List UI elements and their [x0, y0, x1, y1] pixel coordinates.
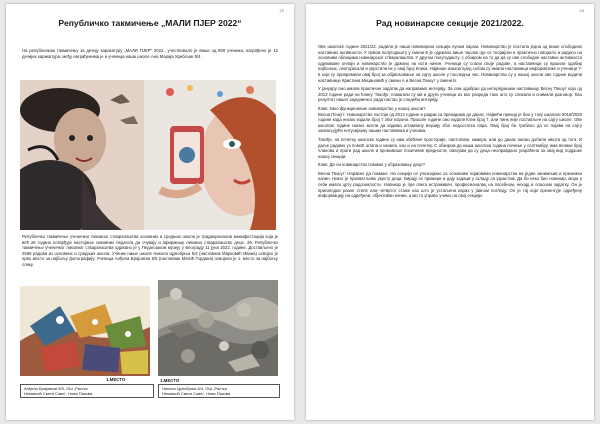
caption-1-line-2: Немањић Свети Сава“, Нова Пазова	[24, 391, 93, 396]
question-2: Клик: Да ли новинарство помаже у образовању деце?	[318, 162, 425, 168]
contest-paragraph: Републичко такмичење ученичког ликовног стваралаштва основних и средњих школа је традиционална манифестација која је већ 26 година потврђује настојање ликовних педагога да очувају и афирмишу ликовно стваралаштво деце. 26. Републичко такмичење ученичког ликовног стваралаштва одржано је у Педагошком музеју у Београду 11 јуна 2022. године. Достављено је 2566 радова из основних и средњих школа. Ученик наше школе Никола Црнобрња 5/4 (наставник Марковић Ивана) освојио је прво место за најбољу фотографију. Ученица Анђела Брајовски 5/5 (наставник Матић Гордана) освојила је 1. место за најбољу слику.	[22, 234, 278, 267]
winning-painting	[20, 286, 150, 376]
caption-2-line-1: Никола Црнобрња 5/4, ОШ „Растко	[162, 386, 228, 391]
question-1: Клик: Како функционише новинарство у нашој школи?	[318, 105, 426, 111]
page-title: Републичко такмичење „МАЛИ ПЈЕР 2022“	[58, 18, 242, 28]
answer-2: Весна Пешут: Наравно да помаже. На секцији се упознајемо са основним појмовима новинарства на један занимљив и приземан начин. Никог је прихватљиво укрсту деци. Бирају се примери и дају задаци у складу са узрастом. Да би неко био новинар, мора у себи имати црту радозналости. Новинар је пре свега истраживач, професионалац на посебном, нехајд и опасном задатку. Он је прилагодио разне стиле или четвртог стаже као што је устаљени израз у јавном погледу. Он је тај који презентује одређену информацију на одређени, објективан начин, а ми то управо учимо на овој секцији.	[318, 170, 582, 199]
answer-1-continued: Такође, на почетку школске године су нам обећане просторије, лаптопови, камера, али до данас нисмо добили ништа од тога. И даље радимо уз помоћ штапа и канапа, као и на почетку. С обзиром да наша школска година почиње у септембру, има велики број чланова и прати рад школе и промовише позитивне вредности, сматрам да су деца неоправдано ускраћена за овај вид подршке нашој секцији.	[318, 136, 582, 159]
caption-1-title: 1.МЕСТО	[106, 377, 126, 382]
right-page	[306, 4, 594, 420]
winning-photograph	[158, 280, 278, 376]
intro-paragraph: На републичком такмичењу за дечију карикатуру „МАЛИ ПЈЕР“ 2022., учествовало је више од 800 ученика, награђено је 12 дечијих карикатура, међу награђенима је и ученица наше школе Ана Марија Хрибљан 8/4 .	[22, 48, 278, 59]
page-number: 23	[579, 8, 584, 13]
caption-1-line-1: Анђела Брајовски 5/5, ОШ „Растко	[24, 386, 88, 391]
caricature-artwork	[20, 80, 276, 230]
left-page	[6, 4, 294, 420]
answer-1: Весна Пешут: Новинарство постоји од 2013 године и радим са прекидима до данас. Највећи прекид је био у току школске 2019/2020 године када нисмо издали број 7 због корона. Прошле године смо издали Клик број 7, али линк није постављен на сајту школе. Ове школске године нисмо могли да издамо штампану верзију због недостатка пара. Овај број би требало да се појави на сајту захваљујући ентузијазму наших наставника и ученика.	[318, 111, 582, 134]
photo-icon	[158, 280, 278, 376]
caption-2-line-2: Немањић Свети Сава“, Нова Пазова	[162, 391, 231, 396]
caption-2-title: 1.МЕСТО	[160, 378, 180, 383]
caption-2	[158, 384, 280, 398]
paragraph-2: У јануару смо имали практичан задатак да направимо интервју. За сам одабрао да интервјуишем наставницу Весну Пешут која од 2013 године ради на Клику. Такође, помагали су ми и други ученици из мог разреда тако што су сликали и снимали разговор. Као резултат нашег заједничког рада настао је следећи интервју.	[318, 86, 582, 103]
page-title: Рад новинарске секције 2021/2022.	[376, 18, 524, 28]
article-body	[318, 44, 582, 199]
paragraph-1: Ове школске године 2021/22. радила је наша новинарска секција пуном паром. Новинарство је постала једна од више слободних наставних активности. У првом полугодишту у смени Б је одржано више часова где се теоријски и практично говорило и радило на основним облицима новинарског стваралаштва. У другом полугодишту, с обзиром на то да да су ове слободне наставне активности одржаване онлајн и новинарство је држано на исти начин. Ученици су слали своје радове, а наставници су вршили одабир најбољих, лекторисали и уврстили их у овај број Клика. Највише изазов пред собом су имали наставници информатике и ученици 7-5 који су припремили овај број за објављивање на сајту школе у последњи час. Новинарство су у нашој школи ове године водили наставнице Кристина Мицановић у смени А и Весна Пешут у смени Б.	[318, 44, 582, 83]
page-number: 22	[279, 8, 284, 13]
caption-1	[20, 384, 154, 398]
caricature-icon	[20, 80, 276, 230]
painting-icon	[20, 286, 150, 376]
